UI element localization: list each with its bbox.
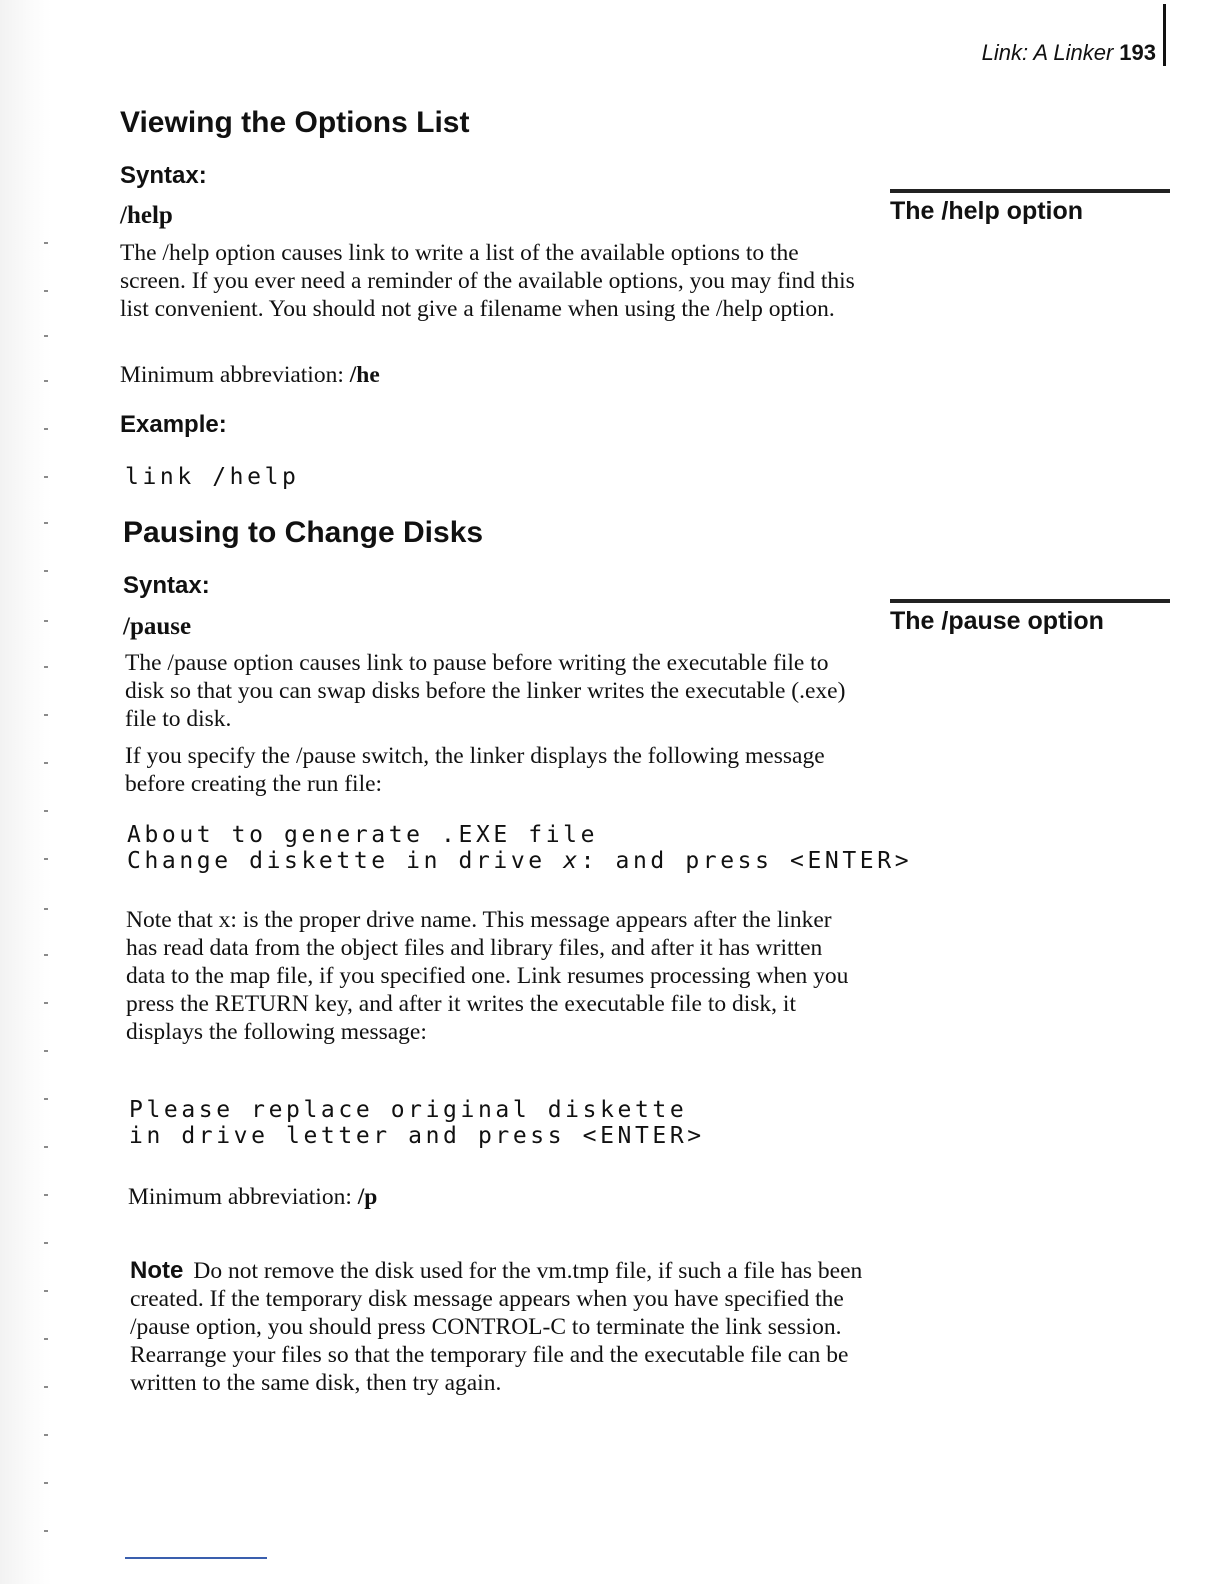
edge-mark xyxy=(44,1434,48,1436)
syntax-label-help: Syntax: xyxy=(120,162,207,189)
edge-mark xyxy=(44,1002,48,1004)
pause-min-abbrev xyxy=(128,1183,868,1211)
pause-description xyxy=(125,649,865,733)
pause-note-paragraph-text: Note that x: is the proper drive name. This message appears after the linker has read data from the object files and library files, and after it has written data to the map file, if you specified one. Link resumes processing when you press the RETURN key, and after it writes the executable file to disk, it displays the following message: xyxy=(126,907,849,1045)
pause-message-code xyxy=(127,822,912,874)
edge-mark xyxy=(44,1050,48,1052)
replace-message-code xyxy=(129,1097,705,1149)
example-code: link /help xyxy=(125,464,300,490)
running-head xyxy=(982,40,1156,66)
edge-mark xyxy=(44,954,48,956)
section-heading-pause: Pausing to Change Disks xyxy=(123,516,484,549)
edge-mark xyxy=(44,1098,48,1100)
edge-mark xyxy=(44,1194,48,1196)
footer-rule xyxy=(125,1557,267,1559)
pause-switch-description-text: If you specify the /pause switch, the linker displays the following message before creating the run file: xyxy=(125,743,825,797)
edge-mark xyxy=(44,1242,48,1244)
edge-mark xyxy=(44,1290,48,1292)
edge-mark xyxy=(44,1530,48,1532)
min-abbrev-value: /he xyxy=(349,362,380,388)
note-block xyxy=(130,1257,870,1397)
edge-mark xyxy=(44,522,48,524)
header-rule xyxy=(1163,4,1166,66)
edge-mark xyxy=(44,428,48,430)
note-text: Do not remove the disk used for the vm.tmp file, if such a file has been created. If the temporary disk message appears when you have specified the /pause option, you should press CONTROL-C to terminate the link session. Rearrange your files so that the temporary file and the executable file can be written to the same disk, then try again. xyxy=(130,1258,863,1396)
edge-mark xyxy=(44,620,48,622)
help-description xyxy=(120,239,860,323)
edge-mark xyxy=(44,858,48,860)
pause-note-paragraph xyxy=(126,906,866,1046)
min-abbrev-value: /p xyxy=(357,1184,378,1210)
page-edge xyxy=(0,0,52,1584)
edge-mark xyxy=(44,335,48,337)
margin-label-help: The /help option xyxy=(890,197,1084,225)
option-syntax-help: /help xyxy=(120,202,173,229)
edge-mark xyxy=(44,242,48,244)
edge-mark xyxy=(44,1338,48,1340)
margin-label-pause: The /pause option xyxy=(890,607,1104,635)
edge-mark xyxy=(44,570,48,572)
option-syntax-pause: /pause xyxy=(123,613,192,640)
running-head-title: Link: A Linker xyxy=(981,40,1114,65)
code-line: About to generate .EXE file xyxy=(127,822,599,848)
edge-mark xyxy=(44,1482,48,1484)
example-label: Example: xyxy=(120,411,227,438)
code-variable: x xyxy=(563,848,581,874)
help-min-abbrev xyxy=(120,361,860,389)
margin-rule xyxy=(890,189,1170,193)
pause-description-text: The /pause option causes link to pause before writing the executable file to disk so that you can swap disks before the linker writes the executable (.exe) file to disk. xyxy=(125,650,846,732)
min-abbrev-label: Minimum abbreviation: xyxy=(120,362,344,388)
margin-note-help xyxy=(890,189,1170,226)
pause-switch-description xyxy=(125,742,865,798)
page-number: 193 xyxy=(1119,40,1156,65)
code-line: in drive letter and press <ENTER> xyxy=(129,1123,705,1149)
code-line: : and press <ENTER> xyxy=(580,848,913,874)
edge-mark xyxy=(44,908,48,910)
edge-mark xyxy=(44,810,48,812)
edge-mark xyxy=(44,714,48,716)
margin-note-pause xyxy=(890,599,1170,636)
edge-mark xyxy=(44,1146,48,1148)
min-abbrev-label: Minimum abbreviation: xyxy=(128,1184,352,1210)
section-heading-help: Viewing the Options List xyxy=(120,106,470,139)
edge-mark xyxy=(44,380,48,382)
code-line: Change diskette in drive xyxy=(127,848,564,874)
edge-mark xyxy=(44,476,48,478)
edge-mark xyxy=(44,666,48,668)
margin-rule xyxy=(890,599,1170,603)
edge-mark xyxy=(44,1386,48,1388)
edge-mark xyxy=(44,762,48,764)
code-line: Please replace original diskette xyxy=(129,1097,688,1123)
note-label: Note xyxy=(130,1257,184,1284)
edge-mark xyxy=(44,290,48,292)
syntax-label-pause: Syntax: xyxy=(123,572,210,599)
help-description-text: The /help option causes link to write a list of the available options to the screen. If you ever need a reminder of the available options, you may find this list convenient. You should not give a filename when using the /help option. xyxy=(120,240,855,322)
